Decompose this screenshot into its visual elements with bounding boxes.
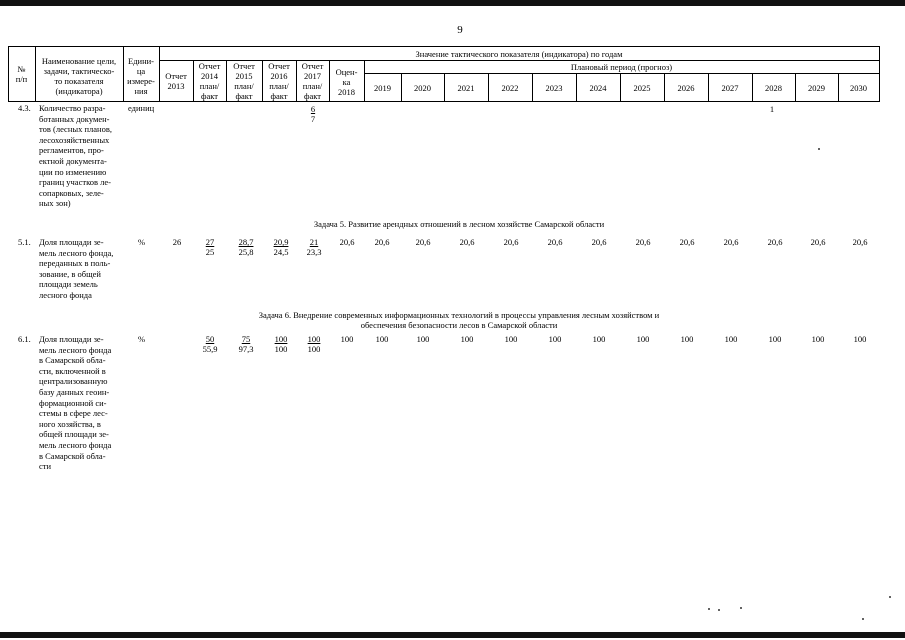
value-2017-fact: 23,3 <box>306 247 322 257</box>
row-indicator-name: Доля площади зе- мель лесного фонда, переданных в поль- зование, в общей площади земель лесного фонда <box>39 237 114 300</box>
header-year: 2028 <box>765 83 782 93</box>
header-year: 2020 <box>414 83 431 93</box>
header-report-2015: Отчет 2015 план/ факт <box>233 61 255 101</box>
header-group-title: Значение тактического показателя (индикатора) по годам <box>415 49 623 59</box>
value-plan-year: 20,6 <box>635 237 651 247</box>
header-report-2013: Отчет 2013 <box>165 71 187 91</box>
row-number: 6.1. <box>18 334 31 344</box>
header-year: 2022 <box>501 83 519 93</box>
value-plan-year: 20,6 <box>503 237 519 247</box>
value-plan-year: 100 <box>811 334 825 344</box>
value-2016-fact: 100 <box>274 344 288 354</box>
row-unit: единиц <box>128 103 155 113</box>
task-6-heading-continued: обеспечения безопасности лесов в Самарской области <box>360 320 558 330</box>
value-plan-year: 100 <box>460 334 474 344</box>
header-plan-title: Плановый период (прогноз) <box>570 62 673 72</box>
value-plan-year: 100 <box>636 334 650 344</box>
top-border <box>0 0 905 6</box>
header-report-2017: Отчет 2017 план/ факт <box>301 61 324 101</box>
value-2016-fact: 24,5 <box>273 247 289 257</box>
task-5-heading: Задача 5. Развитие арендных отношений в лесном хозяйстве Самарской области <box>313 219 605 229</box>
value-2014-fact: 25 <box>205 247 215 257</box>
value-2015-plan: 75 <box>241 334 251 344</box>
value-plan-year: 20,6 <box>723 237 739 247</box>
value-2018-estimate: 20,6 <box>339 237 355 247</box>
value-2017-plan: 100 <box>307 334 321 344</box>
header-year: 2025 <box>633 83 651 93</box>
value-plan-year: 100 <box>680 334 694 344</box>
value-plan-year: 20,6 <box>591 237 607 247</box>
header-year: 2023 <box>545 83 563 93</box>
value-2014-plan: 27 <box>205 237 215 247</box>
row-number: 5.1. <box>18 237 31 247</box>
value-plan-year: 20,6 <box>810 237 826 247</box>
header-year: 2019 <box>374 83 391 93</box>
value-plan-year: 20,6 <box>852 237 868 247</box>
value-2018-estimate: 100 <box>340 334 354 344</box>
value-plan-year: 100 <box>416 334 430 344</box>
row-unit: % <box>138 237 146 247</box>
value-plan-year: 20,6 <box>547 237 563 247</box>
page-number: 9 <box>457 24 463 36</box>
value-plan-year: 20,6 <box>679 237 695 247</box>
header-year: 2024 <box>589 83 607 93</box>
header-year: 2026 <box>677 83 695 93</box>
value-2015-fact: 97,3 <box>238 344 254 354</box>
header-year: 2030 <box>850 83 867 93</box>
bottom-border <box>0 632 905 638</box>
value-2015-fact: 25,8 <box>238 247 254 257</box>
header-report-2014: Отчет 2014 план/ факт <box>198 61 221 101</box>
row-number: 4.3. <box>18 103 31 113</box>
value-2013: 26 <box>172 237 182 247</box>
value-plan-year: 100 <box>375 334 389 344</box>
header-name: Наименование цели, задачи, тактическо- то показателя (индикатора) <box>41 56 117 96</box>
header-report-2016: Отчет 2016 план/ факт <box>268 61 290 101</box>
row-indicator-name: Количество разра- ботанных докумен- тов (лесных планов, лесохозяйственных регламентов, про- ектной документа- ции по изменению границ участков ле- сопарковых, зеле- ных зон) <box>39 103 112 209</box>
header-year: 2029 <box>808 83 825 93</box>
value-plan-year: 20,6 <box>415 237 431 247</box>
value-2015-plan: 28,7 <box>238 237 254 247</box>
header-unit: Едини- ца измере- ния <box>127 56 155 96</box>
header-year: 2021 <box>457 83 475 93</box>
value-2016-plan: 20,9 <box>273 237 289 247</box>
value-plan-year: 20,6 <box>767 237 783 247</box>
value-2014-fact: 55,9 <box>202 344 218 354</box>
value-plan-year: 100 <box>724 334 738 344</box>
value-2017-plan: 6 <box>310 104 316 114</box>
value-2014-plan: 50 <box>205 334 215 344</box>
value-2017-fact: 100 <box>307 344 321 354</box>
value-plan-year: 100 <box>768 334 782 344</box>
value-plan-year: 100 <box>592 334 606 344</box>
value-plan-year: 100 <box>853 334 867 344</box>
value-plan-year: 20,6 <box>459 237 475 247</box>
row-unit: % <box>138 334 146 344</box>
row-indicator-name: Доля площади зе- мель лесного фонда в Самарской обла- сти, включенной в централизованную базу данных геоин- формационной си- стемы в сфере лес- ного хозяйства, в общей площади зе- мель лесного фонда в Самарской обла- сти <box>39 334 112 472</box>
value-plan-year: 20,6 <box>374 237 390 247</box>
value-2028: 1 <box>769 104 775 114</box>
header-num: № п/п <box>15 64 28 84</box>
value-2017-fact: 7 <box>310 114 316 124</box>
task-6-heading: Задача 6. Внедрение современных информационных технологий в процессы управления лесным хозяйством и <box>258 310 660 320</box>
header-estimate-2018: Оцен- ка 2018 <box>335 67 358 97</box>
value-2016-plan: 100 <box>274 334 288 344</box>
header-year: 2027 <box>721 83 739 93</box>
value-plan-year: 100 <box>548 334 562 344</box>
value-2017-plan: 21 <box>309 237 319 247</box>
value-plan-year: 100 <box>504 334 518 344</box>
